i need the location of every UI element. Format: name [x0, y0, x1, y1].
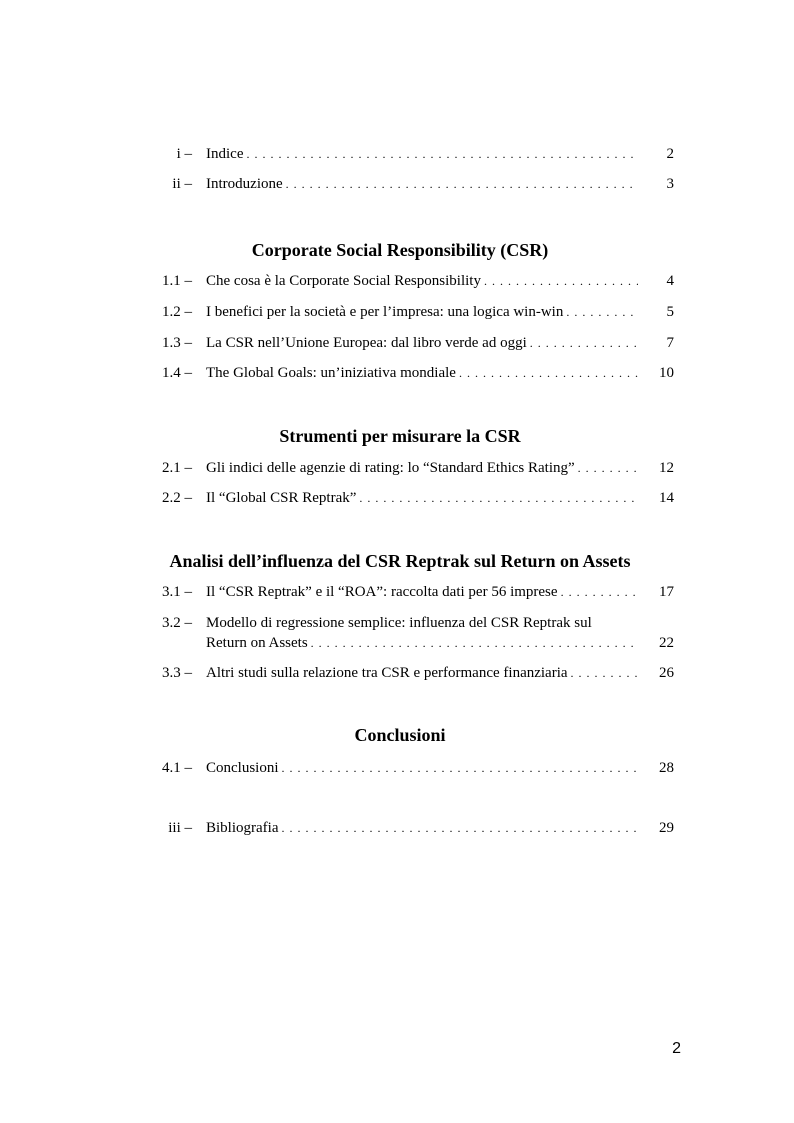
toc-entry-title-line1: Modello di regressione semplice: influenza del CSR Reptrak sul	[206, 615, 592, 631]
toc-entry-page: 2	[666, 146, 674, 162]
toc-entry-page: 17	[659, 584, 674, 600]
toc-entry-page: 29	[659, 820, 674, 836]
toc-entry-number: 2.1 –	[162, 460, 192, 476]
dot-leader	[359, 488, 638, 508]
toc-entry-number: 1.2 –	[162, 304, 192, 320]
dot-leader	[578, 458, 638, 478]
section-heading-conclusioni: Conclusioni	[354, 725, 446, 745]
toc-entry-number: iii –	[168, 820, 192, 836]
toc-entry-page: 7	[666, 335, 674, 351]
toc-entry-number: 3.3 –	[162, 665, 192, 681]
toc-entry-page: 28	[659, 760, 674, 776]
dot-leader	[459, 363, 638, 383]
toc-entry-title: Che cosa è la Corporate Social Responsibility	[206, 273, 481, 289]
dot-leader	[530, 333, 638, 353]
toc-entry-number: 2.2 –	[162, 490, 192, 506]
toc-entry-number: 3.1 –	[162, 584, 192, 600]
toc-entry-number: ii –	[172, 176, 192, 192]
toc-entry-page: 4	[666, 273, 674, 289]
dot-leader	[561, 582, 638, 602]
section-heading-csr: Corporate Social Responsibility (CSR)	[251, 240, 549, 260]
toc-entry-number: 1.1 –	[162, 273, 192, 289]
toc-entry-number: 1.3 –	[162, 335, 192, 351]
toc-entry-title: I benefici per la società e per l’impresa: una logica win-win	[206, 304, 564, 320]
toc-entry-page: 3	[666, 176, 674, 192]
page-number: 2	[672, 1040, 681, 1057]
toc-entry-title: Altri studi sulla relazione tra CSR e performance finanziaria	[206, 665, 568, 681]
toc-entry-title: Introduzione	[206, 176, 283, 192]
toc-entry-number: i –	[176, 146, 192, 162]
toc-entry-page: 12	[659, 460, 674, 476]
dot-leader	[286, 174, 638, 194]
toc-entry-title: Indice	[206, 146, 244, 162]
dot-leader	[246, 144, 638, 164]
toc-entry-title: Gli indici delle agenzie di rating: lo “Standard Ethics Rating”	[206, 460, 575, 476]
toc-entry-page: 22	[659, 635, 674, 651]
toc-entry-number: 1.4 –	[162, 365, 192, 381]
section-heading-analisi: Analisi dell’influenza del CSR Reptrak sul Return on Assets	[169, 551, 631, 571]
toc-entry-title: Il “CSR Reptrak” e il “ROA”: raccolta dati per 56 imprese	[206, 584, 558, 600]
toc-entry-number: 3.2 –	[162, 615, 192, 631]
toc-entry-title: Conclusioni	[206, 760, 279, 776]
dot-leader	[282, 758, 638, 778]
toc-entry-page: 5	[666, 304, 674, 320]
dot-leader	[566, 302, 638, 322]
dot-leader	[281, 818, 638, 838]
toc-entry-title: Il “Global CSR Reptrak”	[206, 490, 357, 506]
toc-entry-title: Bibliografia	[206, 820, 279, 836]
toc-entry-number: 4.1 –	[162, 760, 192, 776]
toc-entry-title: Return on Assets	[206, 635, 308, 651]
toc-entry-title: The Global Goals: un’iniziativa mondiale	[206, 365, 456, 381]
dot-leader	[484, 271, 638, 291]
toc-entry-page: 10	[659, 365, 674, 381]
section-heading-strumenti: Strumenti per misurare la CSR	[279, 426, 521, 446]
dot-leader	[311, 633, 638, 653]
dot-leader	[571, 663, 638, 683]
toc-entry-page: 14	[659, 490, 674, 506]
toc-entry-page: 26	[659, 665, 674, 681]
toc-entry-title: La CSR nell’Unione Europea: dal libro verde ad oggi	[206, 335, 527, 351]
